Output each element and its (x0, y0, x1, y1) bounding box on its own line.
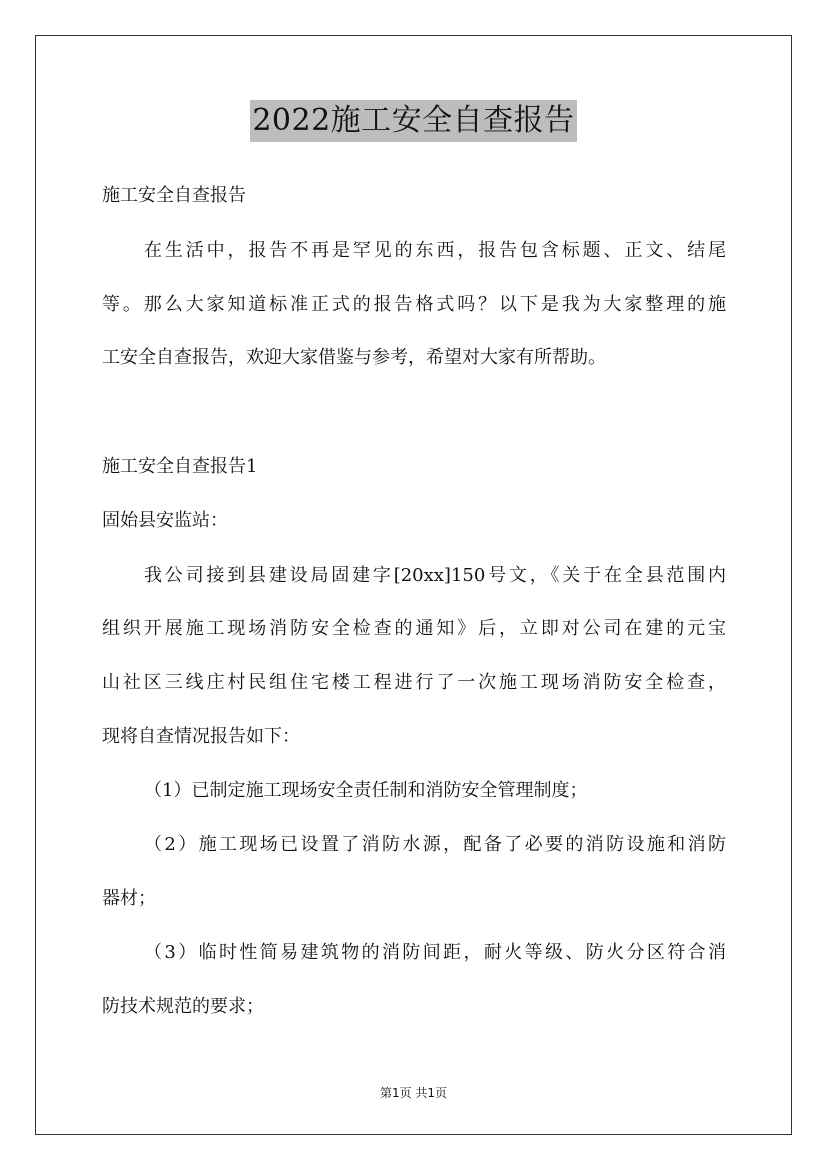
page-number: 第1页 共1页 (379, 1086, 448, 1100)
intro-line-2: 等。那么大家知道标准正式的报告格式吗？以下是我为大家整理的施 (102, 294, 726, 315)
item-1: （1）已制定施工现场安全责任制和消防安全管理制度； (144, 780, 588, 801)
addressee: 固始县安监站： (102, 510, 228, 531)
para1-line-2: 组织开展施工现场消防安全检查的通知》后，立即对公司在建的元宝 (102, 618, 726, 639)
item-2-line-2: 器材； (102, 888, 156, 909)
intro-line-3: 工安全自查报告，欢迎大家借鉴与参考，希望对大家有所帮助。 (102, 347, 606, 368)
para1-line-1: 我公司接到县建设局固建字[20xx]150号文，《关于在全县范围内 (144, 565, 726, 586)
document-subtitle: 施工安全自查报告 (102, 185, 246, 206)
para1-line-4: 现将自查情况报告如下： (102, 726, 300, 747)
section-title: 施工安全自查报告1 (102, 456, 258, 477)
intro-line-1: 在生活中，报告不再是罕见的东西，报告包含标题、正文、结尾 (144, 240, 726, 261)
item-2-line-1: （2）施工现场已设置了消防水源，配备了必要的消防设施和消防 (144, 834, 726, 855)
item-3-line-1: （3）临时性简易建筑物的消防间距，耐火等级、防火分区符合消 (144, 942, 726, 963)
para1-line-3: 山社区三线庄村民组住宅楼工程进行了一次施工现场消防安全检查， (102, 672, 726, 693)
item-3-line-2: 防技术规范的要求； (102, 996, 264, 1017)
document-title: 2022施工安全自查报告 (250, 100, 576, 142)
